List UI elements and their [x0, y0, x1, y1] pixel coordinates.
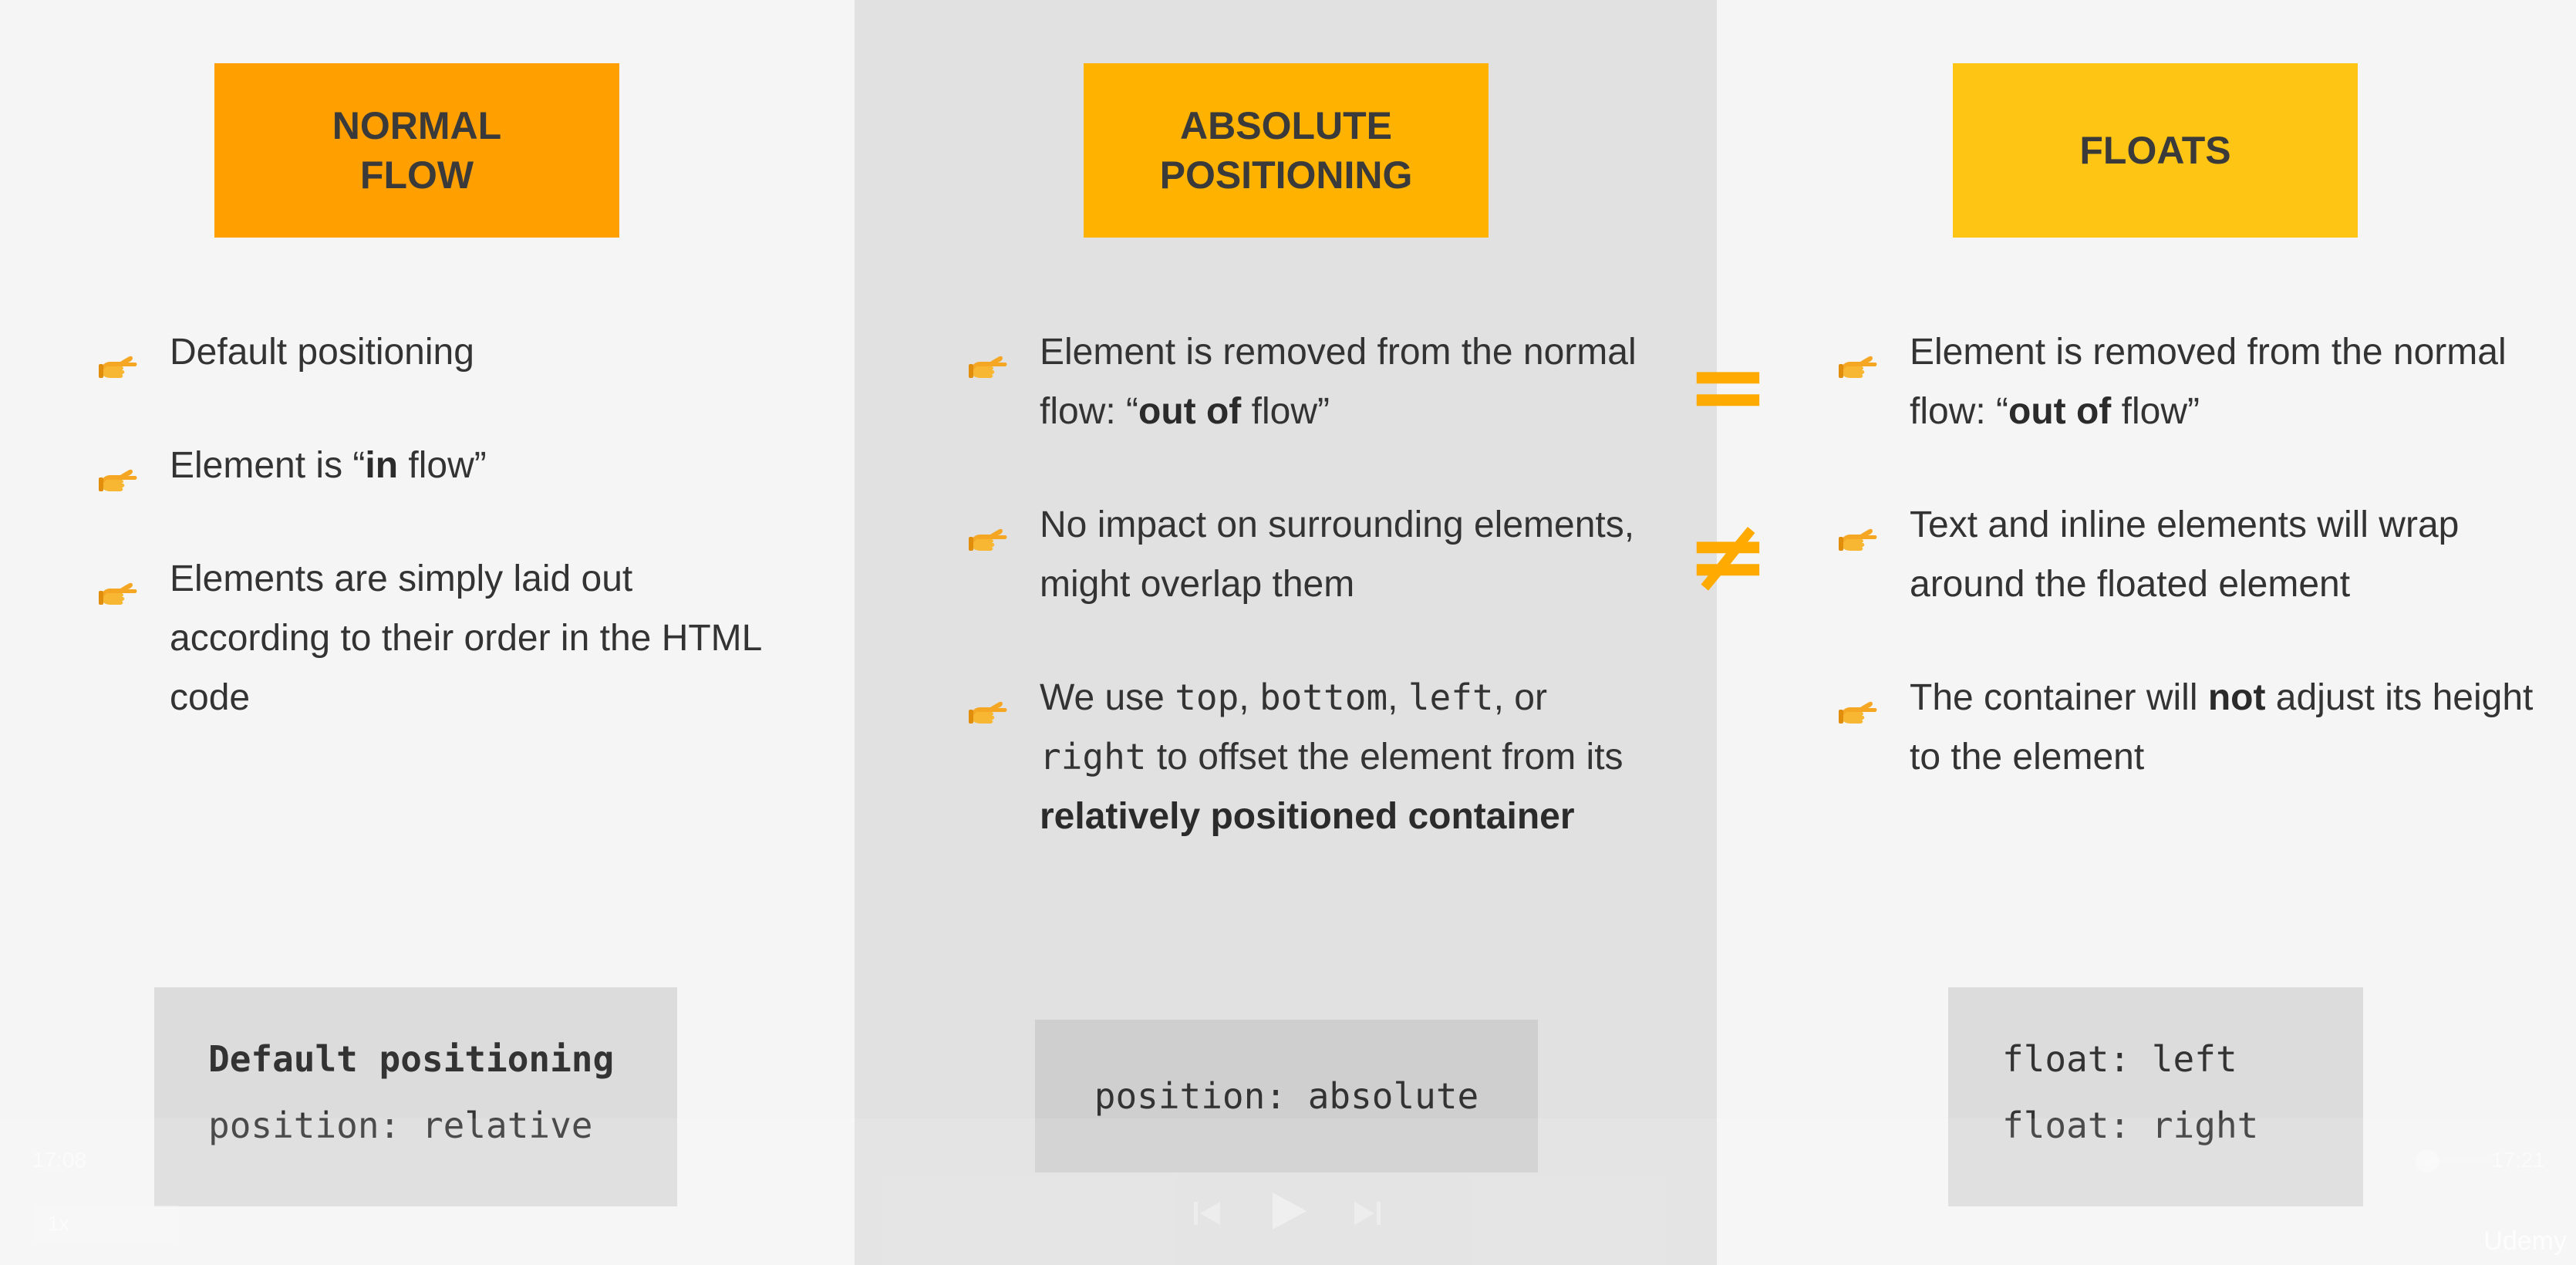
bold-text: relatively positioned container — [1040, 796, 1575, 837]
text-run: flow” — [398, 445, 487, 486]
pointing-hand-icon — [1839, 512, 1879, 538]
bullet-item — [1839, 322, 2556, 441]
code-line: Default positioning — [208, 1038, 615, 1080]
bullet-text — [170, 322, 793, 382]
inline-code: bottom — [1259, 676, 1388, 718]
bold-text: out of — [1138, 391, 1242, 432]
play-icon[interactable] — [1265, 1188, 1311, 1234]
text-run: , — [1387, 677, 1408, 718]
bullet-list-absolute-positioning — [969, 322, 1663, 900]
text-run: Text and inline elements will wrap around the floated element — [1910, 504, 2460, 605]
text-run: Element is removed from the normal flow: “ — [1910, 332, 2507, 432]
bullet-item — [99, 549, 793, 727]
playback-speed-button[interactable]: 1x — [32, 1205, 179, 1242]
pointing-hand-icon — [99, 566, 139, 592]
bold-text: in — [365, 445, 399, 486]
pointing-hand-icon — [969, 685, 1009, 711]
not-equal-symbol: ≠ — [1686, 497, 1770, 614]
text-run: , — [1239, 677, 1259, 718]
text-run: to offset the element from its — [1146, 737, 1623, 778]
code-line: float: left — [2002, 1038, 2237, 1080]
inline-code: right — [1040, 736, 1147, 778]
text-run: flow” — [2111, 391, 2200, 432]
bullet-text — [170, 549, 793, 727]
equal-symbol: = — [1686, 327, 1770, 444]
bullet-text — [1910, 322, 2556, 441]
bullet-text — [1910, 495, 2556, 614]
text-run: We use — [1040, 677, 1175, 718]
elapsed-time: 17:08 — [32, 1148, 87, 1172]
bullet-item — [99, 436, 793, 495]
text-run: Elements are simply laid out according to their order in the HTML code — [170, 558, 761, 718]
total-time: 17:21 — [2490, 1148, 2545, 1172]
code-line: position: relative — [208, 1105, 593, 1146]
pointing-hand-icon — [969, 339, 1009, 366]
text-run: flow” — [1241, 391, 1330, 432]
title-normal-flow: NORMAL FLOW — [214, 63, 619, 238]
text-run: Element is “ — [170, 445, 366, 486]
bullet-text — [1040, 495, 1663, 614]
bullet-item — [1839, 668, 2556, 787]
inline-code: top — [1175, 676, 1239, 718]
text-run: The container will — [1910, 677, 2208, 718]
text-run: Element is removed from the normal flow: “ — [1040, 332, 1637, 432]
pointing-hand-icon — [969, 512, 1009, 538]
bold-text: out of — [2008, 391, 2112, 432]
bullet-text — [1040, 668, 1663, 846]
bullet-list-floats — [1839, 322, 2556, 841]
bold-text: not — [2207, 677, 2266, 718]
bullet-text — [1910, 668, 2556, 787]
text-run: No impact on surrounding elements, might overlap them — [1040, 504, 1635, 605]
volume-knob[interactable] — [2416, 1149, 2439, 1172]
inline-code: left — [1408, 676, 1494, 718]
bullet-text — [170, 436, 793, 495]
udemy-watermark: Udemy — [2483, 1226, 2567, 1256]
text-run: Default positioning — [170, 332, 474, 373]
bullet-item — [99, 322, 793, 382]
code-line: float: right — [2002, 1105, 2259, 1146]
code-line: position: absolute — [1094, 1075, 1479, 1117]
text-run: adjust its height to the element — [1910, 677, 2534, 778]
text-run: , or — [1493, 677, 1547, 718]
bullet-item — [969, 495, 1663, 614]
next-icon[interactable] — [1348, 1194, 1387, 1233]
title-absolute-positioning: ABSOLUTE POSITIONING — [1084, 63, 1489, 238]
pointing-hand-icon — [1839, 339, 1879, 366]
volume-slider[interactable] — [2429, 1159, 2491, 1163]
previous-icon[interactable] — [1188, 1194, 1226, 1233]
bullet-list-normal-flow — [99, 322, 793, 781]
bullet-item — [969, 668, 1663, 846]
title-floats: FLOATS — [1953, 63, 2358, 238]
pointing-hand-icon — [99, 453, 139, 479]
pointing-hand-icon — [1839, 685, 1879, 711]
bullet-text — [1040, 322, 1663, 441]
pointing-hand-icon — [99, 339, 139, 366]
bullet-item — [969, 322, 1663, 441]
bullet-item — [1839, 495, 2556, 614]
